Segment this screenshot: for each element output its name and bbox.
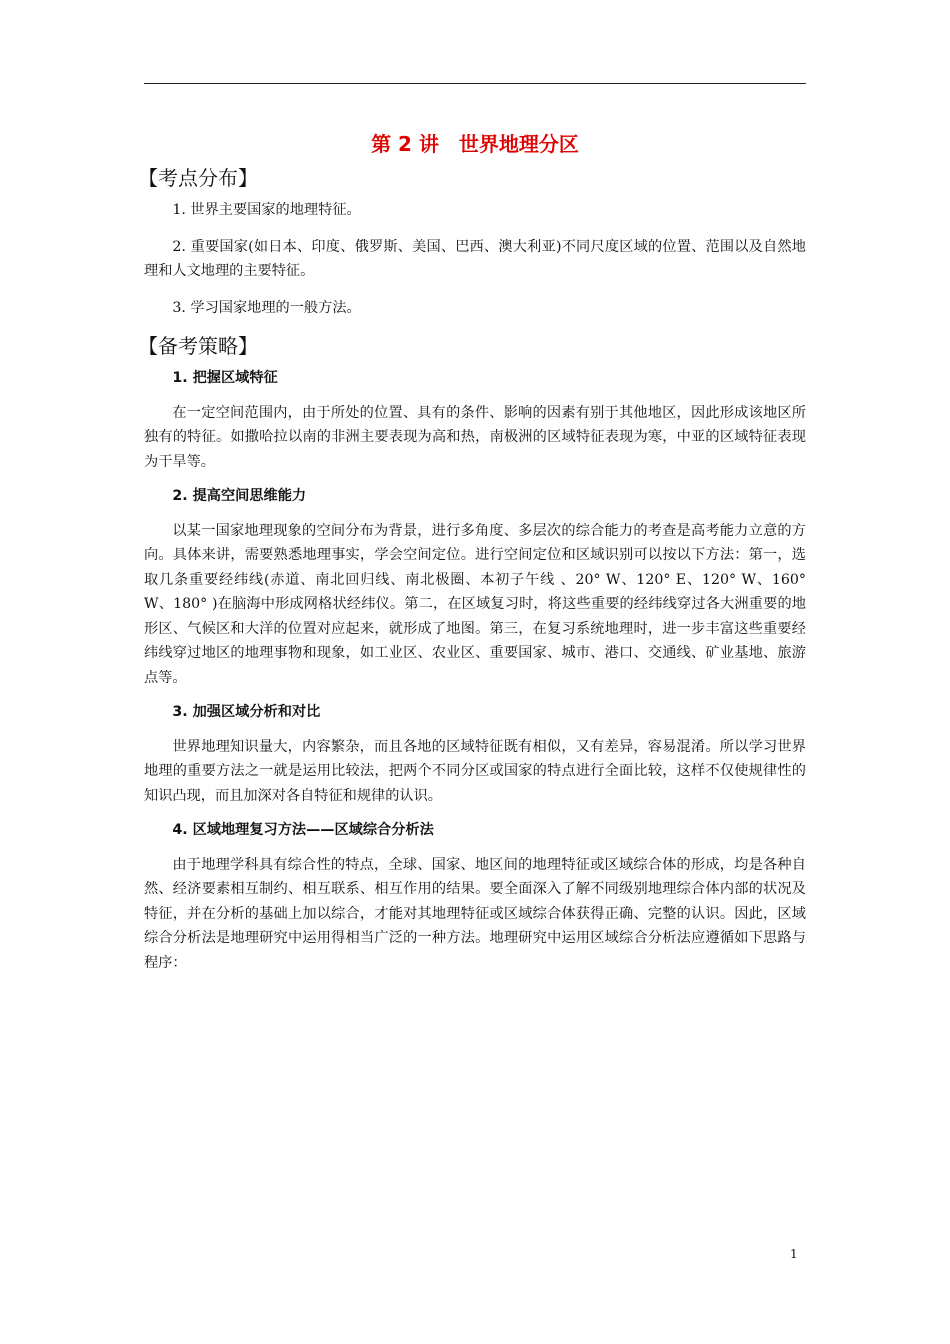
strategy-heading: 2. 提高空间思维能力 — [172, 488, 307, 504]
section-heading-exam-points: 【考点分布】 — [138, 166, 258, 190]
exam-point-item: 1. 世界主要国家的地理特征。 — [172, 202, 361, 218]
strategy-heading: 1. 把握区域特征 — [172, 370, 278, 386]
exam-point-item: 3. 学习国家地理的一般方法。 — [172, 299, 361, 316]
strategy-paragraph: 由于地理学科具有综合性的特点，全球、国家、地区间的地理特征或区域综合体的形成，均是各种自然、经济要素相互制约、相互联系、相互作用的结果。要全面深入了解不同级别地理综合体内部的状况及特征，并在分析的基础上加以综合，才能对其地理特征或区域综合体获得正确、完整的认识。因此，区域综合分析法是地理研究中运用得相当广泛的一种方法。地理研究中运用区域综合分析法应遵循如下思路与程序： — [144, 856, 806, 971]
strategy-heading: 4. 区域地理复习方法——区域综合分析法 — [172, 822, 434, 838]
page-title: 第 2 讲 世界地理分区 — [371, 132, 579, 156]
section-heading-strategy: 【备考策略】 — [138, 334, 258, 358]
page-number: 1 — [790, 1247, 798, 1261]
strategy-paragraph: 以某一国家地理现象的空间分布为背景，进行多角度、多层次的综合能力的考查是高考能力立意的方向。具体来讲，需要熟悉地理事实，学会空间定位。进行空间定位和区域识别可以按以下方法：第一，选取几条重要经纬线(赤道、南北回归线、南北极圈、本初子午线 、20° W、120° E、120° W、160° W、180° )在脑海中形成网格状经纬仪。第二，在区域复习时，将这些重要的经纬线穿过各大洲重要的地形区、气候区和大洋的位置对应起来，就形成了地图。第三，在复习系统地理时，进一步丰富这些重要经纬线穿过地区的地理事物和现象，如工业区、农业区、重要国家、城市、港口、交通线、矿业基地、旅游点等。 — [144, 522, 806, 686]
strategy-paragraph: 在一定空间范围内，由于所处的位置、具有的条件、影响的因素有别于其他地区，因此形成该地区所独有的特征。如撒哈拉以南的非洲主要表现为高和热，南极洲的区域特征表现为寒，中亚的区域特征表现为干旱等。 — [144, 404, 806, 470]
strategy-heading: 3. 加强区域分析和对比 — [172, 704, 321, 720]
strategy-paragraph: 世界地理知识量大，内容繁杂，而且各地的区域特征既有相似，又有差异，容易混淆。所以学习世界地理的重要方法之一就是运用比较法，把两个不同分区或国家的特点进行全面比较，这样不仅使规律性的知识凸现，而且加深对各自特征和规律的认识。 — [144, 738, 806, 804]
header-rule — [144, 83, 806, 84]
page-content — [138, 130, 806, 985]
exam-point-item: 2. 重要国家(如日本、印度、俄罗斯、美国、巴西、澳大利亚)不同尺度区域的位置、范围以及自然地理和人文地理的主要特征。 — [144, 238, 806, 279]
